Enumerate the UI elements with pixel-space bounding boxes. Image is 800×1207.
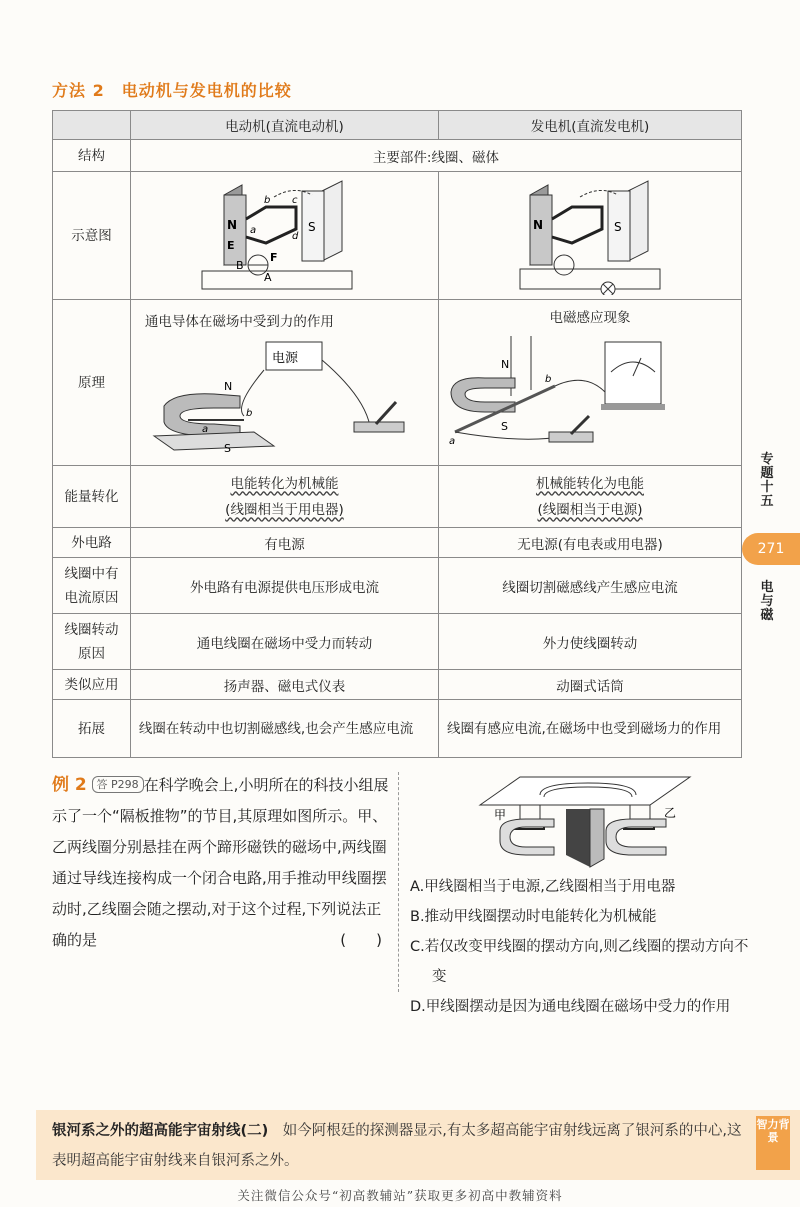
answer-blank: ( ): [340, 931, 382, 949]
motor-principle-S: S: [224, 442, 232, 454]
generator-energy-text: 机械能转化为电能: [536, 475, 644, 492]
row-label-diagram: 示意图: [53, 172, 131, 300]
motor-external: 有电源: [130, 528, 438, 558]
row-label-extension: 拓展: [53, 700, 131, 758]
row-label-external: 外电路: [53, 528, 131, 558]
option-d[interactable]: D.甲线圈摆动是因为通电线圈在磁场中受力的作用: [410, 999, 731, 1015]
table-row-energy: [53, 466, 742, 528]
row-label-principle: 原理: [53, 300, 131, 466]
row-label-current-reason: 线圈中有电流原因: [53, 558, 131, 614]
knowledge-box: [36, 1110, 800, 1180]
generator-energy-note: (线圈相当于电源): [537, 501, 643, 518]
option-a[interactable]: A.甲线圈相当于电源,乙线圈相当于用电器: [410, 879, 676, 895]
example-stem: 在科学晚会上,小明所在的科技小组展示了一个“隔板推物”的节目,其原理如图所示。甲、乙两线圈分别悬挂在两个蹄形磁铁的磁场中,两线圈通过导线连接构成一个闭合电路,用手推动甲线圈摆动时,乙线圈会随之摆动,对于这个过程,下列说法正确的是: [52, 776, 389, 949]
row-label-application: 类似应用: [53, 670, 131, 700]
motor-diagram-cell: [130, 172, 438, 300]
motor-label-B: B: [236, 258, 244, 272]
page-number: 271: [742, 533, 800, 565]
example-figure-yi: 乙: [664, 806, 677, 820]
table-row-rotation-reason: [53, 614, 742, 670]
motor-principle-a: a: [202, 424, 209, 435]
table-row-external: [53, 528, 742, 558]
motor-label-F: F: [270, 250, 278, 264]
motor-label-A: A: [264, 270, 272, 284]
motor-label-a: a: [250, 224, 257, 236]
table-row-principle: [53, 300, 742, 466]
generator-current-reason: 线圈切割磁感线产生感应电流: [439, 558, 742, 614]
generator-diagram: [490, 177, 690, 295]
table-row-diagram: [53, 172, 742, 300]
generator-external: 无电源(有电表或用电器): [439, 528, 742, 558]
table-header-motor: 电动机(直流电动机): [130, 111, 438, 140]
generator-principle-cell: [439, 300, 742, 466]
motor-principle-text: 通电导体在磁场中受到力的作用: [144, 314, 334, 330]
generator-principle-a: a: [449, 436, 456, 447]
example-options: [410, 872, 750, 1022]
table-row-application: [53, 670, 742, 700]
generator-principle-b: b: [545, 374, 552, 385]
answer-reference: 答 P298: [92, 776, 144, 793]
motor-application: 扬声器、磁电式仪表: [130, 670, 438, 700]
row-label-rotation-reason: 线圈转动原因: [53, 614, 131, 670]
motor-energy-note: (线圈相当于用电器): [225, 501, 344, 518]
motor-principle-cell: [130, 300, 438, 466]
motor-energy-text: 电能转化为机械能: [230, 475, 339, 492]
table-row-current-reason: [53, 558, 742, 614]
motor-label-N: N: [227, 217, 238, 232]
generator-diagram-cell: [439, 172, 742, 300]
motor-label-c: c: [292, 194, 298, 206]
side-tab-unit: 电与磁: [760, 580, 774, 623]
table-row-extension: [53, 700, 742, 758]
generator-principle-figure: [445, 332, 735, 452]
motor-label-S: S: [308, 219, 317, 234]
generator-principle-N: N: [501, 358, 510, 371]
motor-power-label: 电源: [272, 351, 299, 366]
knowledge-box-body: 如今阿根廷的探测器显示,有太多超高能宇宙射线远离了银河系的中心,这表明超高能宇宙射线来自银河系之外。: [52, 1123, 742, 1169]
side-tab-topic: 专题十五: [760, 452, 774, 509]
example-label: 例 2: [52, 775, 87, 795]
motor-energy-cell: [130, 466, 438, 528]
generator-energy-cell: [439, 466, 742, 528]
comparison-table: [52, 110, 742, 758]
knowledge-box-text: [52, 1116, 742, 1176]
option-c[interactable]: C.若仅改变甲线圈的摆动方向,则乙线圈的摆动方向不变: [410, 939, 749, 985]
generator-rotation-reason: 外力使线圈转动: [439, 614, 742, 670]
row-label-structure: 结构: [53, 140, 131, 172]
motor-label-b: b: [264, 194, 271, 206]
row-label-energy: 能量转化: [53, 466, 131, 528]
section-title: 方法 2 电动机与发电机的比较: [52, 81, 292, 100]
generator-principle-text: 电磁感应现象: [549, 310, 631, 326]
motor-current-reason: 外电路有电源提供电压形成电流: [130, 558, 438, 614]
knowledge-box-tag: 智力背景: [756, 1116, 790, 1170]
motor-label-E: E: [227, 238, 235, 252]
example-question: [52, 770, 392, 956]
generator-principle-S: S: [501, 420, 508, 433]
generator-label-S: S: [614, 219, 622, 234]
table-header-generator: 发电机(直流发电机): [439, 111, 742, 140]
example-figure: [470, 775, 700, 870]
generator-label-N: N: [533, 217, 544, 232]
structure-value: 主要部件:线圈、磁体: [130, 140, 741, 172]
option-b[interactable]: B.推动甲线圈摆动时电能转化为机械能: [410, 909, 657, 925]
knowledge-box-title: 银河系之外的超高能宇宙射线(二): [52, 1123, 269, 1139]
side-tab: [742, 445, 800, 635]
table-header-corner: [53, 111, 131, 140]
motor-diagram: [184, 177, 384, 295]
column-divider: [398, 772, 399, 992]
example-figure-jia: 甲: [494, 808, 507, 822]
motor-principle-b: b: [246, 408, 253, 419]
motor-extension: 线圈在转动中也切割磁感线,也会产生感应电流: [130, 700, 438, 758]
footer-note: 关注微信公众号“初高教辅站”获取更多初高中教辅资料: [237, 1188, 563, 1203]
motor-label-d: d: [292, 230, 299, 242]
motor-rotation-reason: 通电线圈在磁场中受力而转动: [130, 614, 438, 670]
table-header-row: [53, 111, 742, 140]
generator-application: 动圈式话筒: [439, 670, 742, 700]
motor-principle-figure: [144, 336, 424, 454]
generator-extension: 线圈有感应电流,在磁场中也受到磁场力的作用: [439, 700, 742, 758]
motor-principle-N: N: [224, 380, 233, 393]
table-row-structure: [53, 140, 742, 172]
